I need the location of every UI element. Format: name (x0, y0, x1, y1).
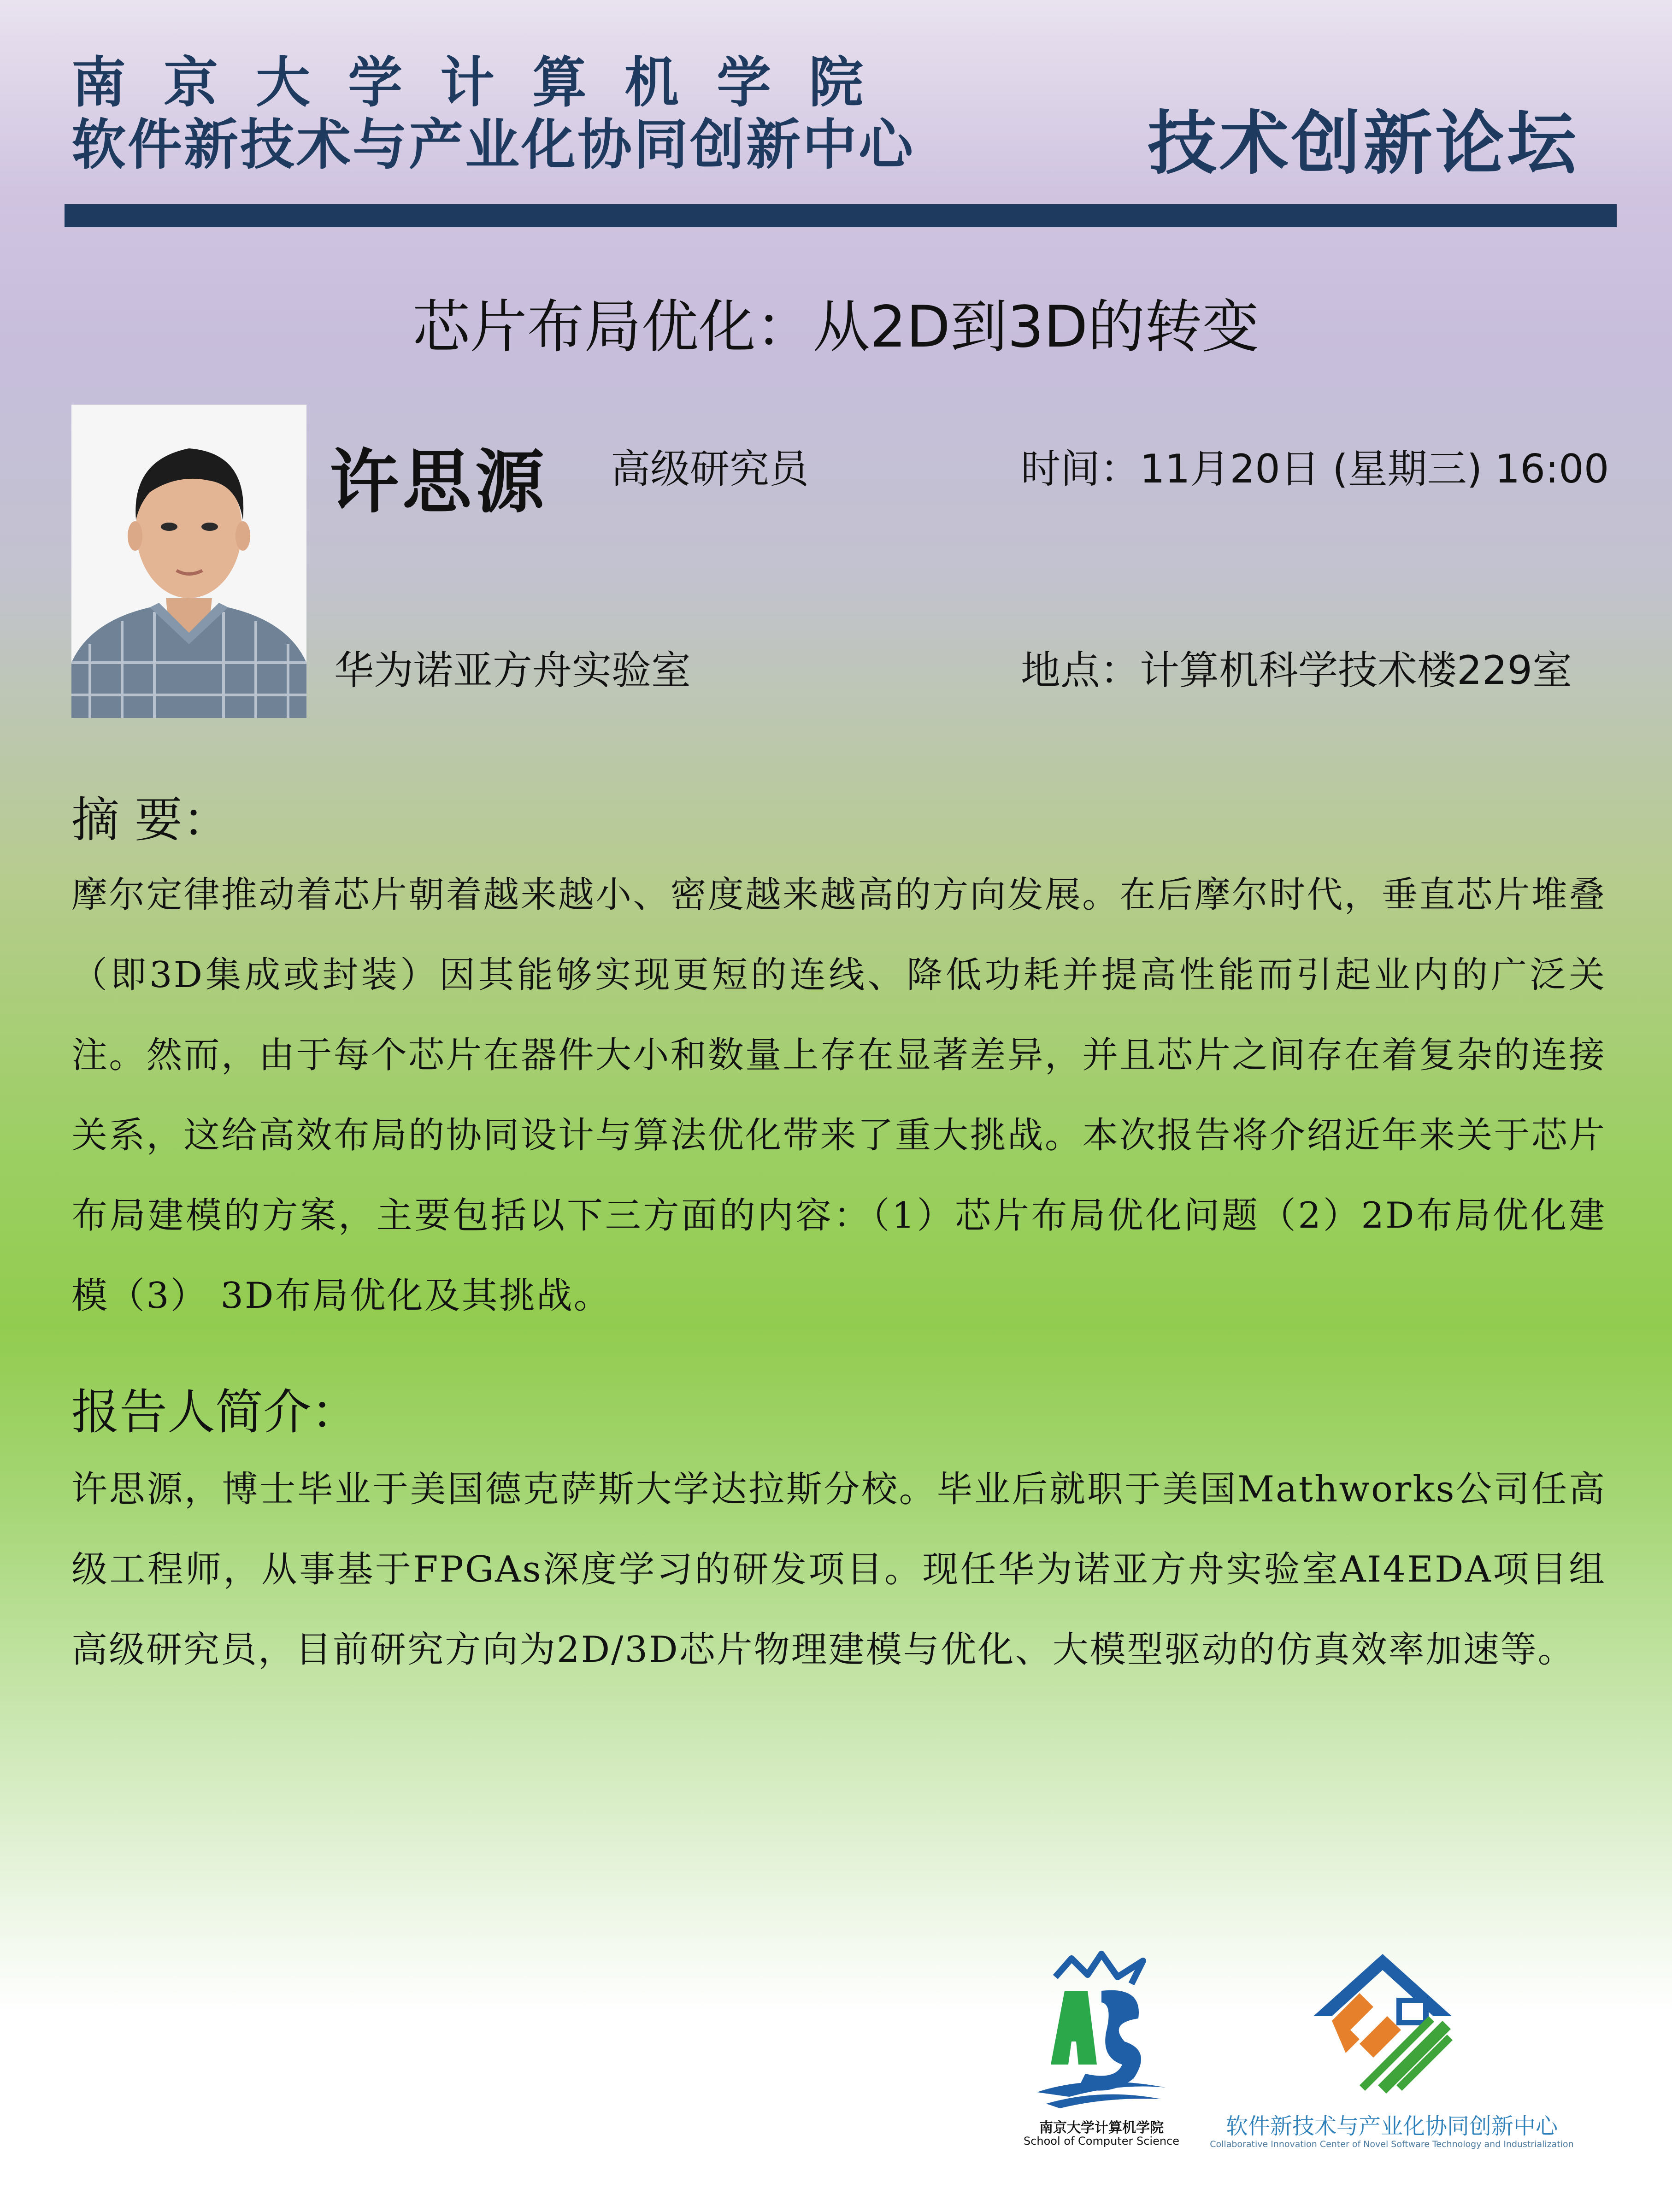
center-logo-caption: 软件新技术与产业化协同创新中心 (1225, 2113, 1558, 2139)
header-divider (65, 204, 1617, 227)
header-center-name: 软件新技术与产业化协同创新中心 (71, 113, 915, 176)
nju-cs-logo-icon (1028, 1949, 1175, 2115)
speaker-title: 高级研究员 (611, 446, 809, 492)
center-logo-caption-en: Collaborative Innovation Center of Novel Software Technology and Industrialization (1210, 2139, 1574, 2149)
bio-heading: 报告人简介： (71, 1384, 359, 1440)
school-logo-caption-en: School of Computer Science (1023, 2135, 1180, 2147)
speaker-affiliation: 华为诺亚方舟实验室 (334, 647, 691, 694)
event-time: 时间：11月20日 (星期三) 16:00 (1021, 446, 1609, 492)
talk-title: 芯片布局优化：从2D到3D的转变 (412, 294, 1260, 360)
speaker-portrait-icon (71, 405, 306, 718)
abstract-heading: 摘 要： (71, 792, 231, 848)
event-venue: 地点：计算机科学技术楼229室 (1021, 647, 1572, 694)
forum-title: 技术创新论坛 (1148, 104, 1579, 184)
innovation-center-logo-icon (1304, 1947, 1461, 2099)
abstract-text: 摩尔定律推动着芯片朝着越来越小、密度越来越高的方向发展。在后摩尔时代，垂直芯片堆叠（即3D集成或封装）因其能够实现更短的连线、降低功耗并提高性能而引起业内的广泛关注。然而，由于每个芯片在器件大小和数量上存在显著差异，并且芯片之间存在着复杂的连接关系，这给高效布局的协同设计与算法优化带来了重大挑战。本次报告将介绍近年来关于芯片布局建模的方案，主要包括以下三方面的内容：（1）芯片布局优化问题（2）2D布局优化建模（3） 3D布局优化及其挑战。 (71, 874, 1606, 1317)
school-logo-caption: 南京大学计算机学院 (1039, 2120, 1164, 2136)
speaker-photo (71, 405, 306, 718)
bio-text: 许思源，博士毕业于美国德克萨斯大学达拉斯分校。毕业后就职于美国Mathworks公司任高级工程师，从事基于FPGAs深度学习的研发项目。现任华为诺亚方舟实验室AI4EDA项目组高级研究员，目前研究方向为2D/3D芯片物理建模与优化、大模型驱动的仿真效率加速等。 (71, 1469, 1606, 1671)
speaker-name: 许思源 (330, 441, 548, 523)
header-school-name: 南京大学计算机学院 (71, 51, 901, 114)
